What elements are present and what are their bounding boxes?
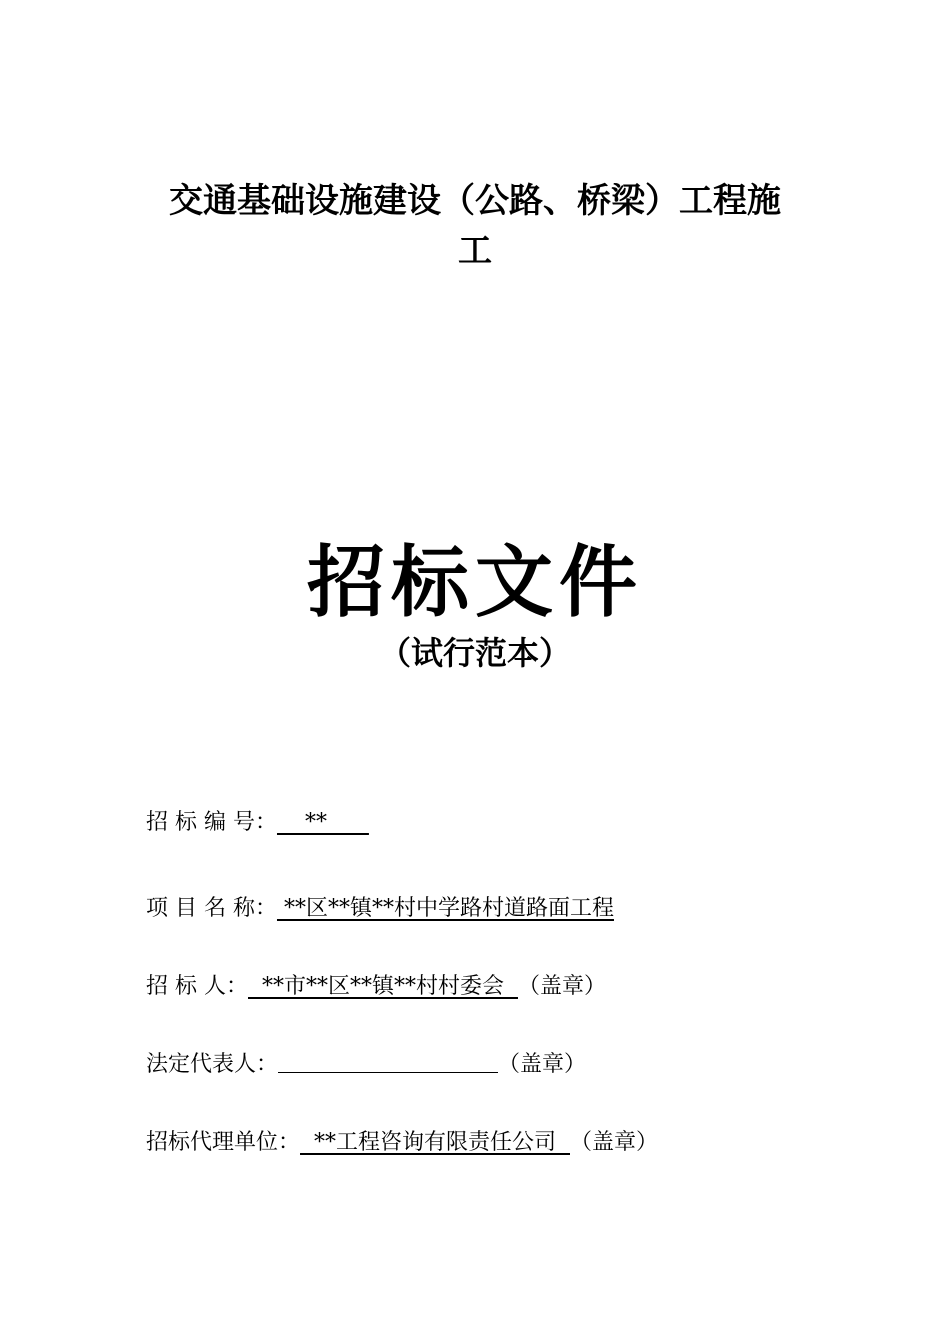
agency-row — [146, 1128, 658, 1158]
agency-value: **工程咨询有限责任公司 — [300, 1130, 570, 1155]
agency-seal-note: （盖章） — [570, 1130, 659, 1155]
legal-rep-row — [146, 1050, 586, 1080]
project-name-row — [146, 894, 614, 924]
subheading: （试行范本） — [378, 634, 571, 672]
bid-number-value: ** — [276, 810, 369, 835]
project-name-value: **区**镇**村中学路村道路面工程 — [276, 896, 614, 921]
tenderer-row — [146, 972, 606, 1002]
tenderer-value: **市**区**镇**村村委会 — [248, 974, 518, 999]
title-line-2: 工 — [458, 231, 492, 271]
legal-rep-label: 法定代表人： — [146, 1052, 279, 1077]
bid-number-label: 招 标 编 号： — [146, 810, 277, 835]
tenderer-seal-note: （盖章） — [517, 974, 606, 999]
tenderer-label: 招 标 人： — [146, 974, 248, 999]
legal-rep-seal-note: （盖章） — [498, 1052, 587, 1077]
agency-label: 招标代理单位： — [146, 1130, 301, 1155]
legal-rep-blank — [278, 1050, 498, 1073]
bid-number-row — [146, 808, 369, 838]
title-line-1: 交通基础设施建设（公路、桥梁）工程施 — [169, 181, 781, 221]
main-heading: 招标文件 — [306, 538, 643, 628]
document-title — [120, 176, 830, 276]
project-name-label: 项 目 名 称： — [146, 896, 277, 921]
